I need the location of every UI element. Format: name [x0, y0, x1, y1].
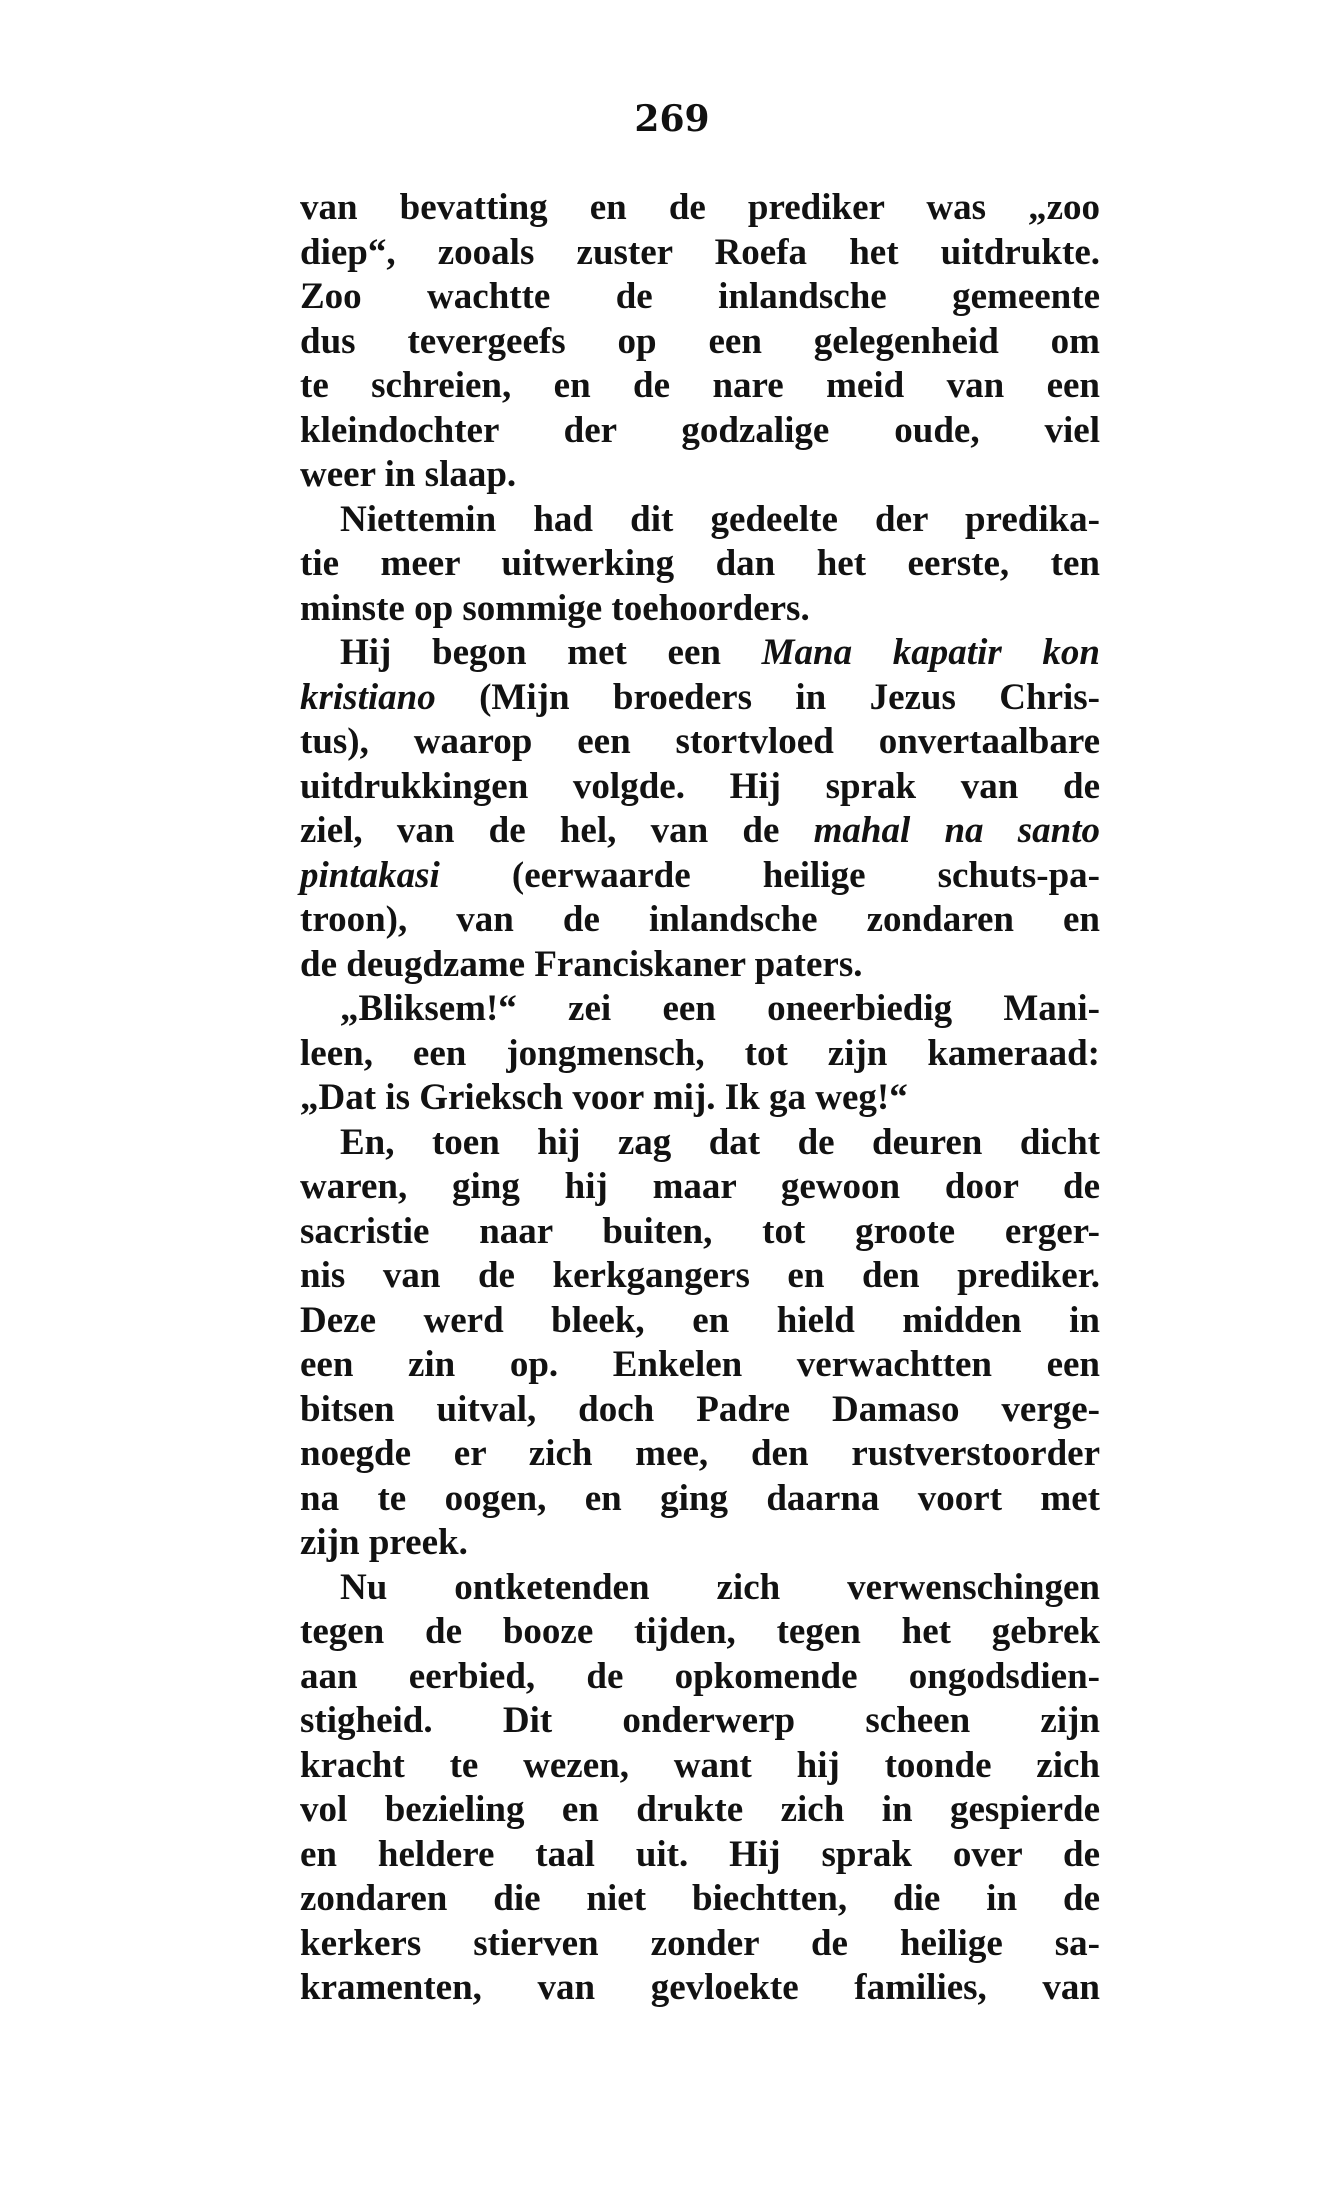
italic-phrase: Mana kapatir kon [761, 632, 1100, 673]
text-line: tegen de booze tijden, tegen het gebrek [300, 1611, 1100, 1652]
text-line: „Bliksem!“ zei een oneerbiedig Mani- [340, 988, 1100, 1029]
italic-phrase: kristiano [300, 676, 436, 718]
text-line: kleindochter der godzalige oude, viel [300, 409, 1100, 451]
text-line: minste op sommige toehoorders. [300, 587, 810, 629]
text-line: sacristie naar buiten, tot groote erger- [300, 1210, 1100, 1252]
italic-phrase: mahal na santo [813, 810, 1100, 851]
text-line: te schreien, en de nare meid van een [300, 365, 1100, 406]
text-line: dus tevergeefs op een gelegenheid om [300, 320, 1100, 362]
text-line: zondaren die niet biechtten, die in de [300, 1878, 1100, 1919]
text-line: en heldere taal uit. Hij sprak over de [300, 1833, 1100, 1875]
text-line: Deze werd bleek, en hield midden in [300, 1299, 1100, 1341]
text-line: van bevatting en de prediker was „zoo [300, 187, 1100, 228]
text-line: kracht te wezen, want hij toonde zich [300, 1744, 1100, 1786]
text-line: aan eerbied, de opkomende ongodsdien- [300, 1655, 1100, 1697]
text-line [300, 854, 1100, 899]
italic-phrase: pintakasi [300, 854, 440, 896]
text-line: weer in slaap. [300, 454, 517, 495]
text-line: diep“, zooals zuster Roefa het uitdrukte. [300, 231, 1100, 273]
page-number: 269 [634, 98, 710, 140]
text-line: tie meer uitwerking dan het eerste, ten [300, 543, 1100, 584]
text-line: zijn preek. [300, 1522, 468, 1563]
body-text [300, 186, 1100, 2011]
text-line: nis van de kerkgangers en den prediker. [300, 1255, 1100, 1296]
text-line: kerkers stierven zonder de heilige sa- [300, 1922, 1100, 1964]
text-line: na te oogen, en ging daarna voort met [300, 1477, 1100, 1519]
text-segment: (Mijn broeders in Jezus Chris- [435, 676, 1100, 718]
text-line [300, 631, 1100, 676]
text-line: vol bezieling en drukte zich in gespierde [300, 1789, 1100, 1830]
text-line: „Dat is Grieksch voor mij. Ik ga weg!“ [300, 1077, 908, 1118]
text-line: Zoo wachtte de inlandsche gemeente [300, 276, 1100, 317]
text-line: stigheid. Dit onderwerp scheen zijn [300, 1700, 1100, 1741]
text-segment: ziel, van de hel, van de [300, 810, 814, 851]
text-line: noegde er zich mee, den rustverstoorder [300, 1433, 1100, 1474]
text-line: En, toen hij zag dat de deuren dicht [340, 1121, 1100, 1163]
text-line: een zin op. Enkelen verwachtten een [300, 1344, 1100, 1385]
text-line: uitdrukkingen volgde. Hij sprak van de [300, 765, 1100, 807]
text-line [300, 809, 1100, 854]
text-segment: Hij begon met een [340, 632, 762, 673]
text-line: Niettemin had dit gedeelte der predika- [340, 498, 1100, 540]
text-line: de deugdzame Franciskaner paters. [300, 943, 863, 985]
text-line: tus), waarop een stortvloed onvertaalbare [300, 721, 1100, 762]
text-line: troon), van de inlandsche zondaren en [300, 899, 1100, 940]
text-line: kramenten, van gevloekte families, van [300, 1967, 1100, 2008]
text-line: bitsen uitval, doch Padre Damaso verge- [300, 1388, 1100, 1430]
text-segment: (eerwaarde heilige schuts-pa- [439, 854, 1100, 896]
text-line: Nu ontketenden zich verwenschingen [340, 1566, 1100, 1608]
text-line: waren, ging hij maar gewoon door de [300, 1166, 1100, 1207]
text-line: leen, een jongmensch, tot zijn kameraad: [300, 1032, 1100, 1074]
text-line [300, 676, 1100, 721]
